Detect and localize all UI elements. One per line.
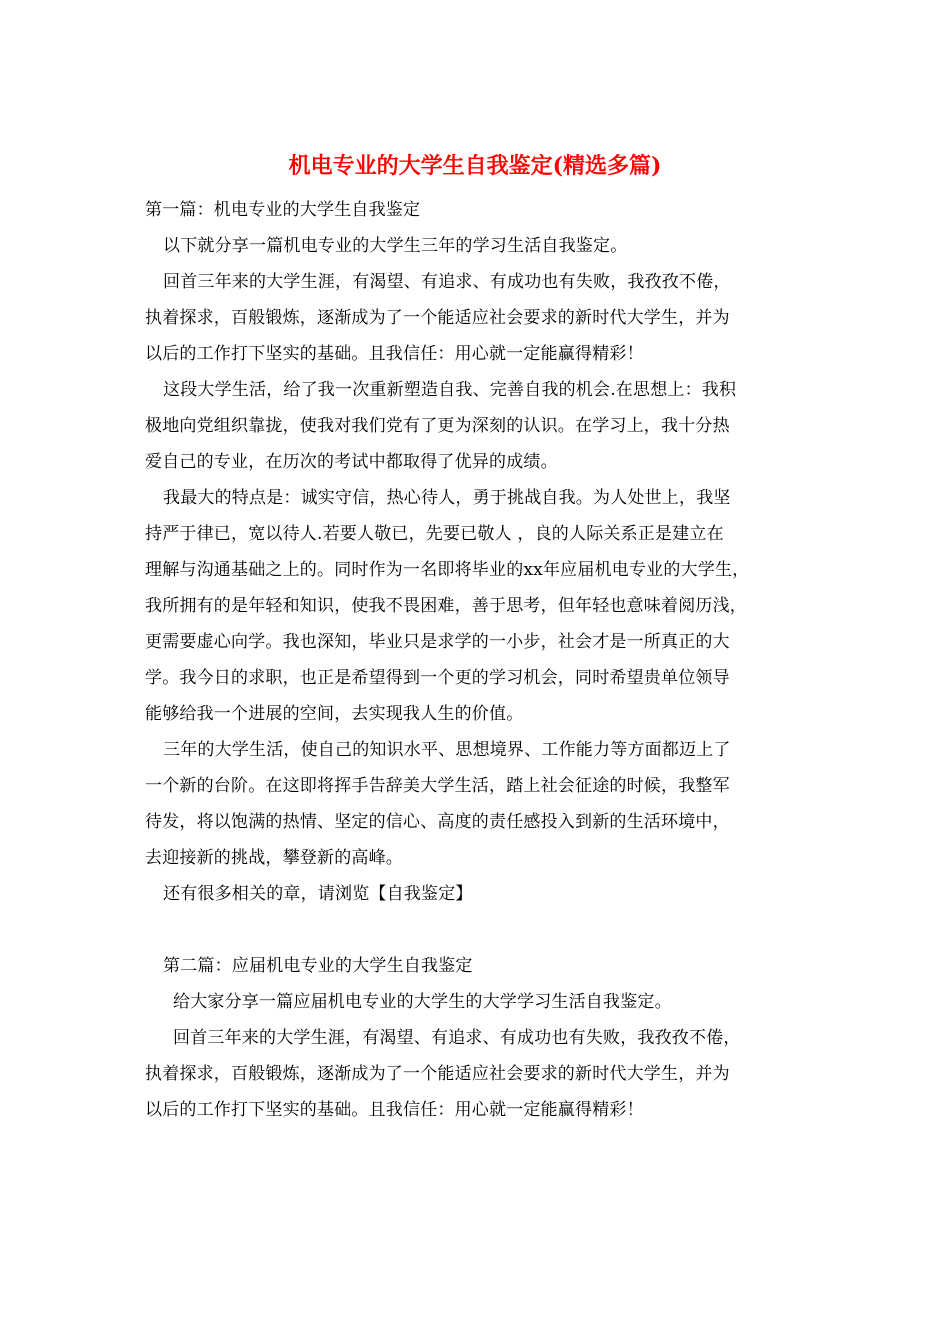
text-line: 以后的工作打下坚实的基础。且我信任：用心就一定能赢得精彩！ (145, 344, 644, 364)
text-line: 爱自己的专业，在历次的考试中都取得了优异的成绩。 (145, 452, 558, 472)
text-line: 极地向党组织靠拢，使我对我们党有了更为深刻的认识。在学习上，我十分热 (145, 416, 730, 436)
text-line: 给大家分享一篇应届机电专业的大学生的大学学习生活自我鉴定。 (173, 992, 672, 1012)
text-line: 我最大的特点是：诚实守信，热心待人，勇于挑战自我。为人处世上，我坚 (163, 488, 731, 508)
text-line: 一个新的台阶。在这即将挥手告辞美大学生活，踏上社会征途的时候，我整军 (145, 776, 730, 796)
text-line: 更需要虚心向学。我也深知，毕业只是求学的一小步，社会才是一所真正的大 (145, 632, 730, 652)
text-line: 待发，将以饱满的热情、坚定的信心、高度的责任感投入到新的生活环境中， (145, 812, 730, 832)
section-heading-2: 第二篇：应届机电专业的大学生自我鉴定 (163, 956, 473, 976)
text-line: 以后的工作打下坚实的基础。且我信任：用心就一定能赢得精彩！ (145, 1100, 644, 1120)
text-line: 学。我今日的求职，也正是希望得到一个更的学习机会，同时希望贵单位领导 (145, 668, 730, 688)
text-line: 回首三年来的大学生涯，有渴望、有追求、有成功也有失败，我孜孜不倦， (163, 272, 731, 292)
text-line: 我所拥有的是年轻和知识，使我不畏困难，善于思考，但年轻也意味着阅历浅， (145, 596, 747, 616)
text-line: 能够给我一个进展的空间，去实现我人生的价值。 (145, 704, 524, 724)
text-line: 去迎接新的挑战，攀登新的高峰。 (145, 848, 403, 868)
text-line: 执着探求，百般锻炼，逐渐成为了一个能适应社会要求的新时代大学生，并为 (145, 308, 730, 328)
text-line: 回首三年来的大学生涯，有渴望、有追求、有成功也有失败，我孜孜不倦， (173, 1028, 741, 1048)
text-line: 执着探求，百般锻炼，逐渐成为了一个能适应社会要求的新时代大学生，并为 (145, 1064, 730, 1084)
text-line: 以下就分享一篇机电专业的大学生三年的学习生活自我鉴定。 (163, 236, 628, 256)
text-line: 持严于律已，宽以待人.若要人敬已，先要已敬人 ，良的人际关系正是建立在 (145, 524, 724, 544)
section-heading-1: 第一篇：机电专业的大学生自我鉴定 (145, 200, 421, 220)
text-line: 理解与沟通基础之上的。同时作为一名即将毕业的xx年应届机电专业的大学生， (145, 560, 750, 580)
text-line: 三年的大学生活，使自己的知识水平、思想境界、工作能力等方面都迈上了 (163, 740, 731, 760)
text-line: 这段大学生活，给了我一次重新塑造自我、完善自我的机会.在思想上：我积 (163, 380, 737, 400)
document-title: 机电专业的大学生自我鉴定(精选多篇) (288, 153, 662, 179)
text-line: 还有很多相关的章，请浏览【自我鉴定】 (163, 884, 473, 904)
